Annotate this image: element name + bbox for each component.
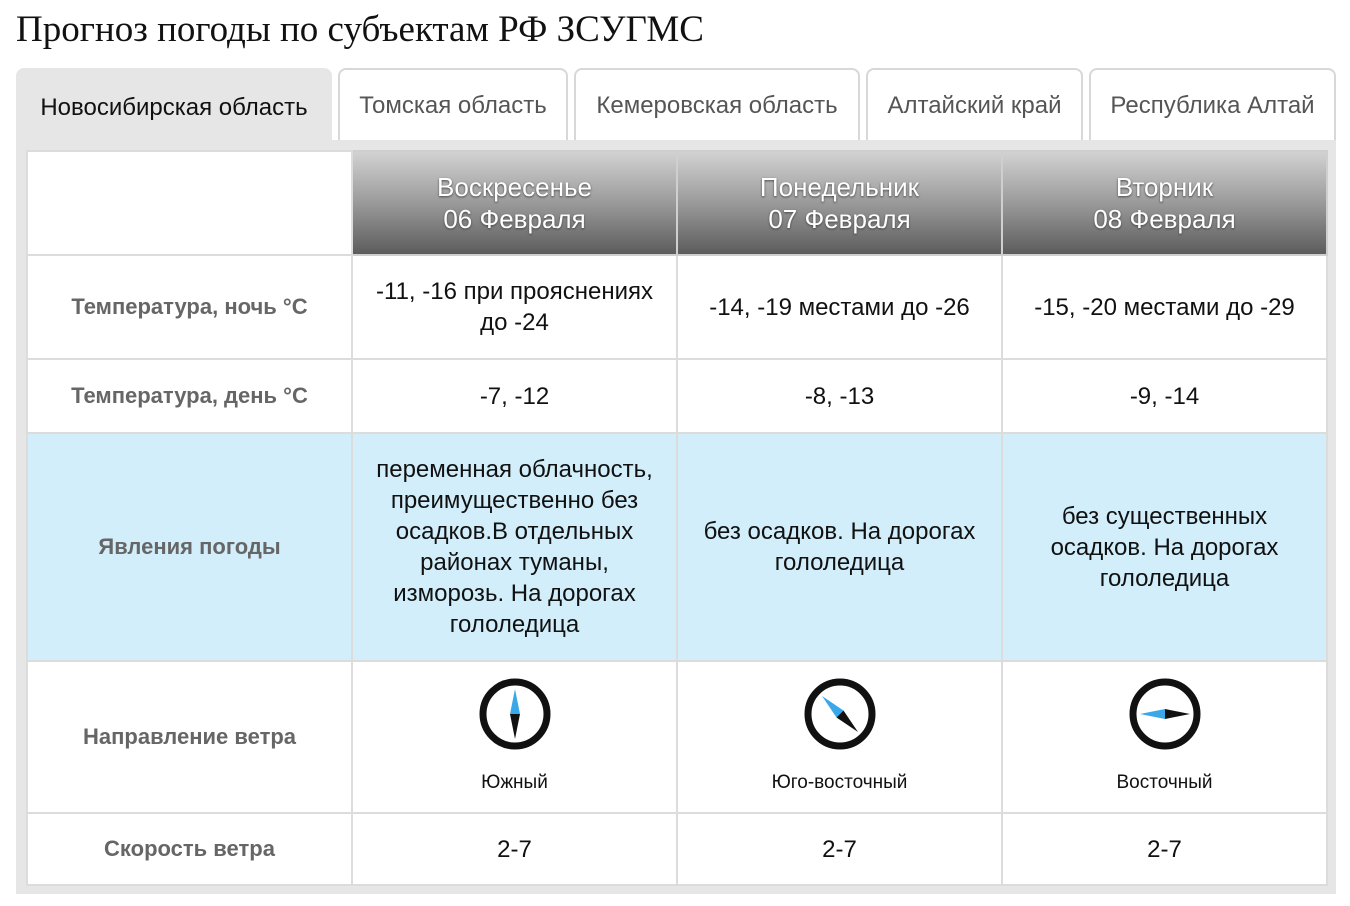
tab-altai-republic[interactable]: Республика Алтай — [1089, 68, 1336, 141]
day-header — [1002, 151, 1327, 255]
day-date: 06 Февраля — [443, 204, 586, 234]
day-weekday: Воскресенье — [437, 172, 592, 202]
table-row — [27, 359, 1327, 433]
night-temp-cell: -11, -16 при прояснениях до -24 — [352, 255, 677, 359]
header-row — [27, 151, 1327, 255]
row-label-wind-direction: Направление ветра — [27, 661, 352, 813]
compass-southeast-icon — [803, 677, 877, 751]
day-temp-cell: -9, -14 — [1002, 359, 1327, 433]
tab-novosibirsk[interactable]: Новосибирская область — [16, 68, 332, 146]
compass-east-icon — [1128, 677, 1202, 751]
day-weekday: Вторник — [1115, 172, 1214, 202]
wind-direction-label: Южный — [481, 771, 548, 793]
wind-direction-cell — [677, 661, 1002, 813]
tab-kemerovo[interactable]: Кемеровская область — [574, 68, 860, 141]
phenomena-cell: переменная облачность, преимущественно без осадков.В отдельных районах туманы, изморозь. На дорогах гололедица — [352, 433, 677, 661]
wind-direction-label: Восточный — [1116, 771, 1213, 793]
wind-speed-cell: 2-7 — [352, 813, 677, 885]
night-temp-cell: -14, -19 местами до -26 — [677, 255, 1002, 359]
table-row — [27, 433, 1327, 661]
region-tabs — [16, 68, 1336, 140]
table-row — [27, 813, 1327, 885]
day-date: 08 Февраля — [1093, 204, 1236, 234]
day-header — [352, 151, 677, 255]
forecast-table — [26, 150, 1328, 886]
table-row — [27, 255, 1327, 359]
day-temp-cell: -7, -12 — [352, 359, 677, 433]
table-row — [27, 661, 1327, 813]
day-weekday: Понедельник — [759, 172, 920, 202]
tab-altai-krai[interactable]: Алтайский край — [866, 68, 1083, 141]
day-date: 07 Февраля — [768, 204, 911, 234]
page-title: Прогноз погоды по субъектам РФ ЗСУГМС — [16, 9, 704, 50]
wind-direction-label: Юго-восточный — [771, 771, 908, 793]
compass-south-icon — [478, 677, 552, 751]
row-label-wind-speed: Скорость ветра — [27, 813, 352, 885]
night-temp-cell: -15, -20 местами до -29 — [1002, 255, 1327, 359]
row-label-phenomena: Явления погоды — [27, 433, 352, 661]
wind-direction-cell — [352, 661, 677, 813]
phenomena-cell: без осадков. На дорогах гололедица — [677, 433, 1002, 661]
day-header — [677, 151, 1002, 255]
row-label-night-temp: Температура, ночь °C — [27, 255, 352, 359]
wind-direction-cell — [1002, 661, 1327, 813]
phenomena-cell: без существенных осадков. На дорогах гололедица — [1002, 433, 1327, 661]
day-temp-cell: -8, -13 — [677, 359, 1002, 433]
table-corner — [27, 151, 352, 255]
tab-tomsk[interactable]: Томская область — [338, 68, 568, 141]
forecast-panel — [16, 140, 1336, 894]
wind-speed-cell: 2-7 — [677, 813, 1002, 885]
row-label-day-temp: Температура, день °C — [27, 359, 352, 433]
wind-speed-cell: 2-7 — [1002, 813, 1327, 885]
